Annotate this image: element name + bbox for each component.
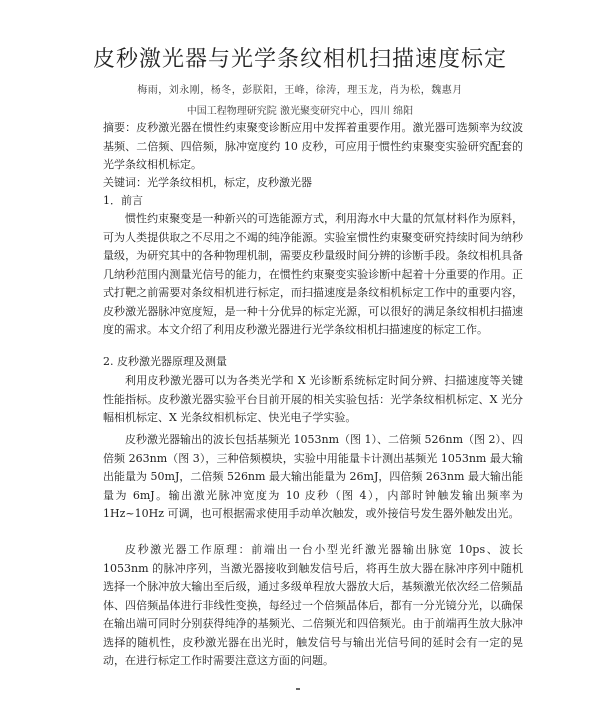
abstract: 摘要：皮秒激光器在惯性约束聚变诊断应用中发挥着重要作用。激光器可选频率为纹波基频、二倍频、四倍频，脉冲宽度约 10 皮秒，可应用于惯性约束聚变实验研究配套的光学条纹相机标定。 (103, 121, 523, 171)
affiliation: 中国工程物理研究院 激光聚变研究中心，四川 绵阳 (186, 106, 414, 117)
keywords: 关键词：光学条纹相机，标定，皮秒激光器 (103, 176, 312, 189)
author-list: 梅雨，刘永刚，杨冬，彭朕阳，王峰，徐涛，理玉龙，肖为松，魏惠月 (137, 85, 463, 96)
page-footer-mark (296, 688, 300, 690)
paragraph-working-principle: 皮秒激光器工作原理：前端出一台小型光纤激光器输出脉宽 10ps、波长 1053nm 的脉冲序列，当激光器接收到触发信号后，将再生放大器在脉冲序列中随机选择一个脉冲放大输出至后级，通过多级单程放大器放大后，基频激光依次经二倍频晶体、四倍频晶体进行非线性变换，每经过一个倍频晶体后，都有一分光镜分光，以确保在输出端可同时分别获得纯净的基频光、二倍频光和四倍频光。由于前端再生放大脉冲选择的随机性，皮秒激光器在出光时，触发信号与输出光信号间的延时会有一定的晃动，在进行标定工作时需要注意这方面的问题。 (103, 543, 523, 667)
section-heading-principle: 2. 皮秒激光器原理及测量 (103, 355, 227, 368)
paragraph-intro: 惯性约束聚变是一种新兴的可选能源方式，利用海水中大量的氘氚材料作为原料，可为人类提供取之不尽用之不竭的纯净能源。实验室惯性约束聚变研究持续时间为纳秒量级，为研究其中的各种物理机制，需要皮秒量级时间分辨的诊断手段。条纹相机具备几纳秒范围内测量光信号的能力，在惯性约束聚变实验诊断中起着十分重要的作用。正式打靶之前需要对条纹相机进行标定，而扫描速度是条纹相机标定工作中的重要内容，皮秒激光器脉冲宽度短，是一种十分优异的标定光源，可以很好的满足条纹相机扫描速度的需求。本文介绍了利用皮秒激光器进行光学条纹相机扫描速度的标定工作。 (103, 212, 523, 336)
paper-title: 皮秒激光器与光学条纹相机扫描速度标定 (92, 47, 507, 72)
paragraph-applications: 利用皮秒激光器可以为各类光学和 X 光诊断系统标定时间分辨、扫描速度等关键性能指标。皮秒激光器实验平台目前开展的相关实验包括：光学条纹相机标定、X 光分幅相机标定、X 光条纹相机标定、快光电子学实验。 (103, 374, 523, 424)
section-heading-intro: 1．前言 (103, 194, 143, 207)
paragraph-wavelengths: 皮秒激光器输出的波长包括基频光 1053nm（图 1）、二倍频 526nm（图 2）、四倍频 263nm（图 3），三种倍频模块，实验中用能量卡计测出基频光 1053nm 最大输出能量为 50mJ，二倍频 526nm 最大输出能量为 26mJ，四倍频 263nm 最大输出能量为 6mJ。输出激光脉冲宽度为 10 皮秒（图 4），内部时钟触发输出频率为 1Hz~10Hz 可调，也可根据需求使用手动单次触发，或外接信号发生器外触发出光。 (103, 433, 524, 520)
